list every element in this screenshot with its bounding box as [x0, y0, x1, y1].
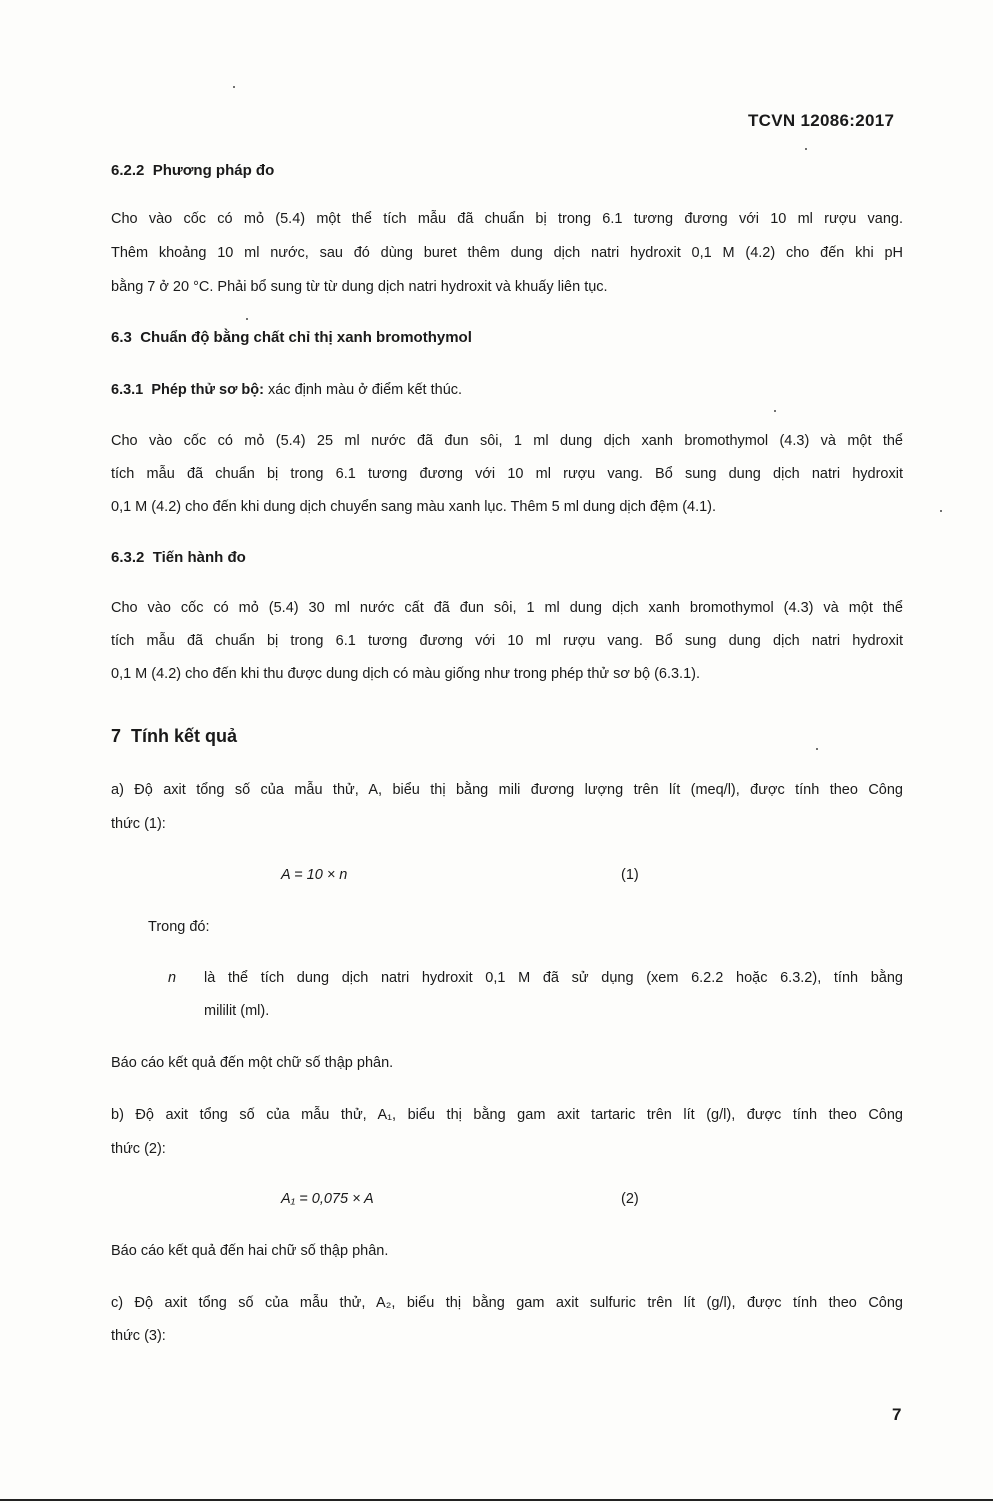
paragraph-line: tích mẫu đã chuẩn bị trong 6.1 tương đương với 10 ml rượu vang. Bổ sung dung dịch natri hydroxit: [111, 466, 903, 482]
heading-6-2-2: [111, 161, 274, 181]
heading-text: Tiến hành đo: [152, 549, 246, 566]
paragraph-line: 0,1 M (4.2) cho đến khi dung dịch chuyển sang màu xanh lục. Thêm 5 ml dung dịch đệm (4.1).: [111, 499, 717, 515]
where-label: Trong đó:: [148, 919, 210, 935]
heading-7: [111, 726, 237, 746]
heading-6-3-1: [111, 380, 462, 400]
paragraph-line: bằng 7 ở 20 °C. Phải bổ sung từ từ dung dịch natri hydroxit và khuấy liên tục.: [111, 279, 608, 295]
paragraph-line: Cho vào cốc có mỏ (5.4) 30 ml nước cất đã đun sôi, 1 ml dung dịch xanh bromothymol (4.3) và một thể: [111, 600, 903, 616]
heading-rest-text: xác định màu ở điểm kết thúc.: [263, 382, 463, 398]
heading-number: 6.3.1: [111, 382, 144, 398]
heading-number: 6.3: [111, 329, 132, 346]
paragraph-line: thức (2):: [111, 1141, 166, 1157]
heading-text: Tính kết quả: [131, 726, 238, 746]
paragraph-line: thức (3):: [111, 1328, 166, 1344]
heading-number: 6.2.2: [111, 162, 145, 179]
heading-number: 6.3.2: [111, 549, 145, 566]
heading-text: Chuẩn độ bằng chất chỉ thị xanh bromothymol: [140, 329, 472, 346]
heading-6-3-2: [111, 548, 246, 568]
paragraph-line: Cho vào cốc có mỏ (5.4) một thể tích mẫu đã chuẩn bị trong 6.1 tương đương với 10 ml rượu vang.: [111, 211, 903, 227]
heading-text: Phương pháp đo: [152, 162, 275, 179]
page-number: 7: [892, 1405, 902, 1424]
scan-speck: [233, 86, 235, 88]
formula-number: (1): [621, 867, 639, 883]
variable-description: mililit (ml).: [204, 1003, 270, 1019]
paragraph-line: thức (1):: [111, 816, 166, 832]
paragraph-line: c) Độ axit tổng số của mẫu thử, A₂, biểu thị bằng gam axit sulfuric trên lít (g/l), được tính theo Công: [111, 1295, 903, 1311]
paragraph-line: Thêm khoảng 10 ml nước, sau đó dùng buret thêm dung dịch natri hydroxit 0,1 M (4.2) cho đến khi pH: [111, 245, 903, 261]
report-note: Báo cáo kết quả đến một chữ số thập phân.: [111, 1055, 394, 1071]
paragraph-line: tích mẫu đã chuẩn bị trong 6.1 tương đương với 10 ml rượu vang. Bổ sung dung dịch natri hydroxit: [111, 633, 903, 649]
scan-speck: [816, 748, 818, 750]
formula-number: (2): [621, 1191, 639, 1207]
paragraph-line: Cho vào cốc có mỏ (5.4) 25 ml nước đã đun sôi, 1 ml dung dịch xanh bromothymol (4.3) và một thể: [111, 433, 903, 449]
variable-description: là thể tích dung dịch natri hydroxit 0,1 M đã sử dụng (xem 6.2.2 hoặc 6.3.2), tính bằng: [204, 970, 903, 986]
formula-2: A₁ = 0,075 × A: [281, 1191, 374, 1207]
standard-code: TCVN 12086:2017: [748, 111, 895, 130]
scan-edge-line: [0, 1499, 993, 1501]
heading-bold-text: Phép thử sơ bộ:: [151, 382, 264, 398]
heading-number: 7: [111, 726, 122, 746]
scan-speck: [246, 318, 248, 320]
scan-speck: [805, 148, 807, 150]
variable-symbol: n: [168, 970, 177, 986]
heading-6-3: [111, 328, 472, 348]
paragraph-line: a) Độ axit tổng số của mẫu thử, A, biểu thị bằng mili đương lượng trên lít (meq/l), được tính theo Công: [111, 782, 903, 798]
scan-speck: [774, 410, 776, 412]
paragraph-line: b) Độ axit tổng số của mẫu thử, A₁, biểu thị bằng gam axit tartaric trên lít (g/l), được tính theo Công: [111, 1107, 903, 1123]
formula-1: A = 10 × n: [281, 867, 348, 883]
scan-speck: [940, 510, 942, 512]
report-note: Báo cáo kết quả đến hai chữ số thập phân.: [111, 1243, 389, 1259]
paragraph-line: 0,1 M (4.2) cho đến khi thu được dung dịch có màu giống như trong phép thử sơ bộ (6.3.1).: [111, 666, 701, 682]
